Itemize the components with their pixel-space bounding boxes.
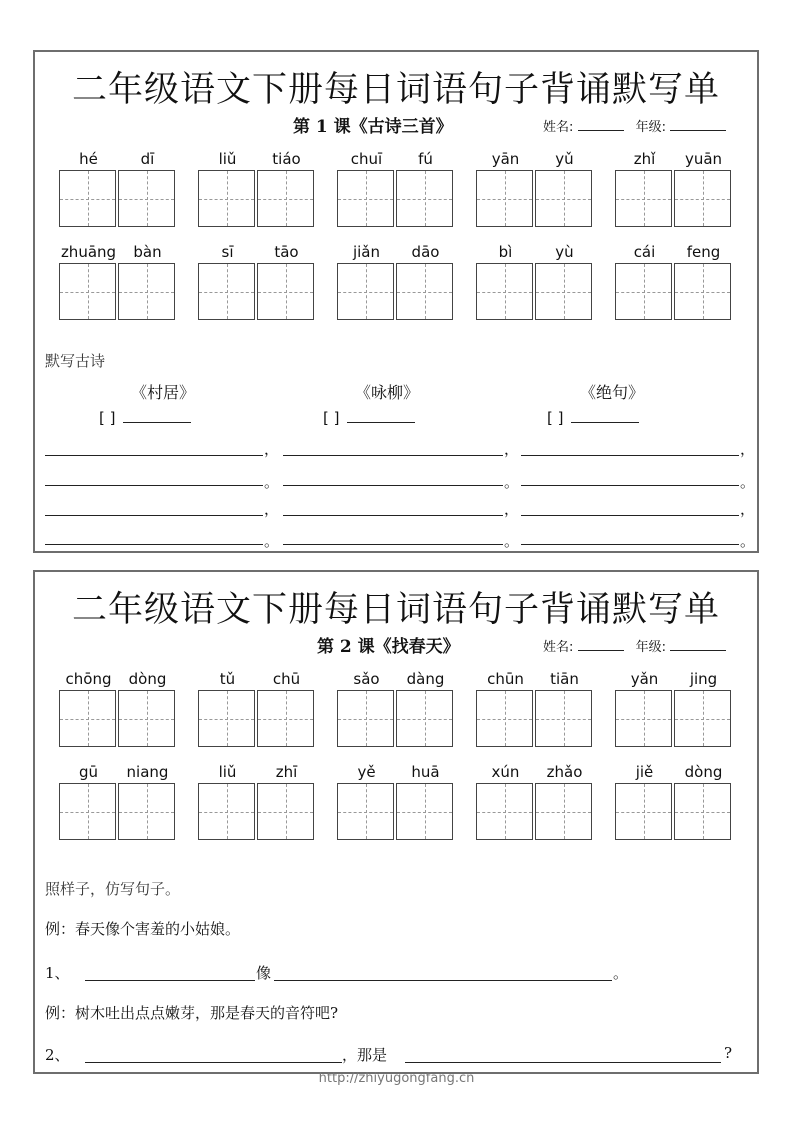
name-blank[interactable] — [578, 638, 624, 651]
pinyin: tǔ — [219, 670, 236, 688]
writing-box[interactable] — [476, 690, 533, 747]
grade-label: 年级: — [635, 120, 667, 135]
period: 。 — [264, 473, 280, 491]
pinyin: xún — [491, 763, 520, 781]
poem-line[interactable] — [45, 485, 263, 486]
pinyin: dāo — [411, 243, 440, 261]
pinyin: gū — [78, 763, 99, 781]
writing-box[interactable] — [198, 170, 255, 227]
dynasty-bracket: [ ] — [99, 409, 116, 427]
pinyin: liǔ — [218, 150, 237, 168]
item-number: 1、 — [45, 964, 70, 982]
writing-box[interactable] — [198, 263, 255, 320]
pinyin: cái — [633, 243, 656, 261]
poem-line[interactable] — [521, 485, 739, 486]
name-grade-fields — [543, 636, 726, 655]
writing-box[interactable] — [337, 263, 394, 320]
pinyin: zhī — [275, 763, 298, 781]
author-field[interactable] — [323, 409, 415, 427]
writing-box[interactable] — [337, 690, 394, 747]
comma: ， — [504, 500, 520, 518]
writing-box[interactable] — [59, 783, 116, 840]
writing-box[interactable] — [257, 690, 314, 747]
pinyin: niang — [126, 763, 169, 781]
writing-box[interactable] — [674, 690, 731, 747]
dynasty-bracket: [ ] — [323, 409, 340, 427]
pinyin: yān — [491, 150, 520, 168]
period: 。 — [504, 473, 520, 491]
section-heading: 默写古诗 — [45, 352, 106, 370]
pinyin: yuān — [684, 150, 723, 168]
poem-line[interactable] — [283, 455, 503, 456]
writing-box[interactable] — [476, 783, 533, 840]
writing-box[interactable] — [615, 263, 672, 320]
pinyin: yǔ — [555, 150, 574, 168]
poem-title: 《村居》 — [131, 383, 196, 402]
writing-box[interactable] — [396, 263, 453, 320]
pinyin: chū — [272, 670, 301, 688]
writing-box[interactable] — [396, 690, 453, 747]
end-punct: 。 — [613, 964, 629, 982]
worksheet-lesson-1 — [33, 50, 759, 553]
period: 。 — [504, 532, 520, 550]
pinyin: zhǐ — [633, 150, 656, 168]
pinyin: yù — [555, 243, 574, 261]
writing-box[interactable] — [615, 690, 672, 747]
pinyin: tiān — [550, 670, 579, 688]
example-sentence: 例：春天像个害羞的小姑娘。 — [45, 920, 241, 938]
pinyin: tiáo — [272, 150, 301, 168]
name-label: 姓名: — [543, 120, 574, 135]
poem-line[interactable] — [283, 485, 503, 486]
grade-blank[interactable] — [670, 118, 726, 131]
author-blank[interactable] — [347, 410, 415, 423]
pinyin: hé — [79, 150, 98, 168]
poem-line[interactable] — [283, 515, 503, 516]
author-field[interactable] — [547, 409, 639, 427]
writing-box[interactable] — [535, 170, 592, 227]
pinyin: bàn — [133, 243, 162, 261]
poem-line[interactable] — [521, 544, 739, 545]
period: 。 — [740, 473, 756, 491]
poem-line[interactable] — [45, 515, 263, 516]
writing-box[interactable] — [535, 783, 592, 840]
pinyin: yě — [357, 763, 376, 781]
pinyin: tāo — [274, 243, 299, 261]
answer-line[interactable] — [85, 1062, 342, 1063]
author-blank[interactable] — [571, 410, 639, 423]
pinyin: dàng — [406, 670, 445, 688]
writing-box[interactable] — [674, 263, 731, 320]
answer-line[interactable] — [274, 980, 612, 981]
poem-title: 《绝句》 — [580, 383, 645, 402]
writing-box[interactable] — [59, 263, 116, 320]
name-grade-fields — [543, 116, 726, 135]
poem-title: 《咏柳》 — [355, 383, 420, 402]
poem-line[interactable] — [45, 455, 263, 456]
comma: ， — [264, 500, 280, 518]
poem-line[interactable] — [45, 544, 263, 545]
writing-box[interactable] — [674, 783, 731, 840]
period: 。 — [264, 532, 280, 550]
worksheet-title: 二年级语文下册每日词语句子背诵默写单 — [71, 590, 720, 630]
lesson-title: 第 2 课《找春天》 — [317, 637, 460, 657]
poem-line[interactable] — [283, 544, 503, 545]
writing-box[interactable] — [476, 170, 533, 227]
writing-box[interactable] — [396, 170, 453, 227]
item-number: 2、 — [45, 1046, 70, 1064]
pinyin: fú — [418, 150, 433, 168]
pinyin: dī — [140, 150, 155, 168]
footer-url: http://zhiyugongfang.cn — [318, 1071, 475, 1086]
example-sentence: 例：树木吐出点点嫩芽，那是春天的音符吧? — [45, 1004, 339, 1022]
pinyin: huā — [411, 763, 440, 781]
writing-box[interactable] — [257, 170, 314, 227]
pinyin: yǎn — [630, 670, 659, 688]
pinyin: chūn — [487, 670, 524, 688]
connector-text: ，那是 — [342, 1046, 388, 1064]
writing-box[interactable] — [59, 690, 116, 747]
writing-box[interactable] — [198, 690, 255, 747]
poem-line[interactable] — [521, 455, 739, 456]
worksheet-title: 二年级语文下册每日词语句子背诵默写单 — [71, 70, 720, 110]
writing-box[interactable] — [337, 170, 394, 227]
pinyin: feng — [686, 243, 721, 261]
writing-box[interactable] — [476, 263, 533, 320]
section-heading: 照样子，仿写句子。 — [45, 880, 181, 898]
writing-box[interactable] — [615, 170, 672, 227]
author-blank[interactable] — [123, 410, 191, 423]
writing-box[interactable] — [257, 783, 314, 840]
answer-line[interactable] — [85, 980, 255, 981]
comma: ， — [264, 440, 280, 458]
writing-box[interactable] — [615, 783, 672, 840]
writing-box[interactable] — [396, 783, 453, 840]
pinyin: bì — [498, 243, 513, 261]
name-blank[interactable] — [578, 118, 624, 131]
grade-label: 年级: — [635, 640, 667, 655]
pinyin: zhǎo — [546, 763, 583, 781]
writing-box[interactable] — [118, 783, 175, 840]
author-field[interactable] — [99, 409, 191, 427]
writing-box[interactable] — [535, 690, 592, 747]
writing-box[interactable] — [118, 690, 175, 747]
pinyin: chuī — [350, 150, 383, 168]
pinyin: dòng — [684, 763, 723, 781]
dynasty-bracket: [ ] — [547, 409, 564, 427]
writing-box[interactable] — [535, 263, 592, 320]
writing-box[interactable] — [337, 783, 394, 840]
poem-line[interactable] — [521, 515, 739, 516]
worksheet-lesson-2 — [33, 570, 759, 1074]
grade-blank[interactable] — [670, 638, 726, 651]
period: 。 — [740, 532, 756, 550]
writing-box[interactable] — [118, 170, 175, 227]
pinyin: dòng — [128, 670, 167, 688]
writing-box[interactable] — [674, 170, 731, 227]
writing-box[interactable] — [198, 783, 255, 840]
pinyin: chōng — [65, 670, 112, 688]
writing-box[interactable] — [59, 170, 116, 227]
comma: ， — [740, 440, 756, 458]
answer-line[interactable] — [405, 1062, 721, 1063]
comma: ， — [504, 440, 520, 458]
end-punct: ? — [724, 1044, 733, 1062]
pinyin: sī — [221, 243, 234, 261]
pinyin: jing — [689, 670, 718, 688]
comma: ， — [740, 500, 756, 518]
pinyin: zhuāng — [60, 243, 117, 261]
connector-text: 像 — [256, 964, 272, 982]
pinyin: liǔ — [218, 763, 237, 781]
writing-box[interactable] — [118, 263, 175, 320]
pinyin: jiǎn — [352, 243, 381, 261]
pinyin: jiě — [635, 763, 654, 781]
name-label: 姓名: — [543, 640, 574, 655]
writing-box[interactable] — [257, 263, 314, 320]
pinyin: sǎo — [353, 670, 380, 688]
lesson-title: 第 1 课《古诗三首》 — [293, 117, 453, 137]
